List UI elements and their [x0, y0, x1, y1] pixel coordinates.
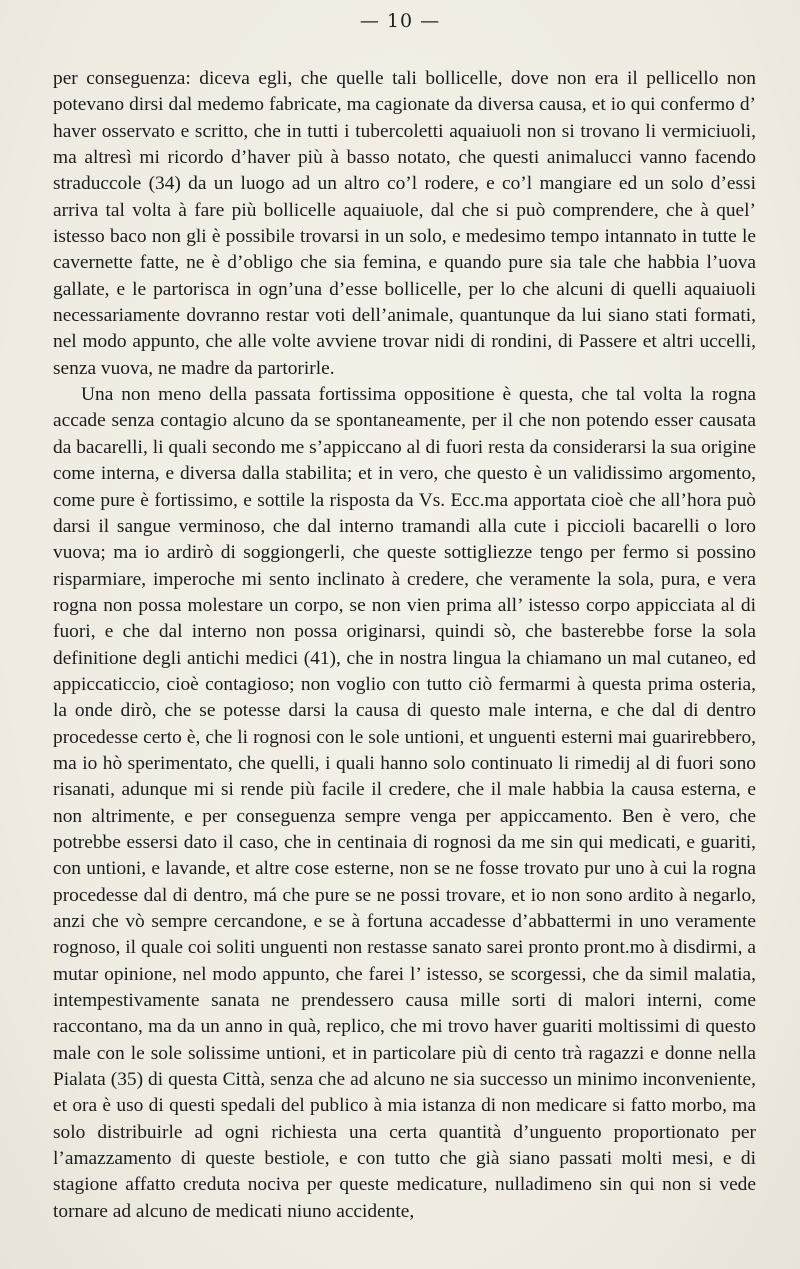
paragraph-1: per conseguenza: diceva egli, che quelle tali bollicelle, dove non era il pellicello non potevano dirsi dal medemo fabricate, ma cagionate da diversa causa, et io qui confermo d’ haver osservato e scritto, che in tutti i tubercoletti aquaiuoli non si trovano li vermiciuoli, ma altresì mi ricordo d’haver più à basso notato, che questi animalucci vanno facendo straduccole (34) da un luogo ad un altro co’l rodere, e co’l mangiare ed un solo d’essi arriva tal volta à fare più bollicelle aquaiuole, dal che si può comprendere, che à quel’ istesso baco non gli è possibile trovarsi in un solo, e medesimo tempo intannato in tutte le cavernette fatte, ne è d’obligo che sia femina, e quando pure sia tale che habbia l’uova gallate, e le partorisca in ogn’una d’esse bollicelle, per lo che alcuni di quelli aquaiuoli necessariamente dovranno restar voti dell’animale, quantunque da lui siano stati formati, nel modo appunto, che alle volte avviene trovar nidi di rondini, di Passere et altri uccelli, senza vuova, ne madre da partorirle. — [53, 68, 756, 379]
page-number-header: — 10 — — [359, 10, 441, 32]
body-text — [53, 66, 756, 1225]
paragraph-2: Una non meno della passata fortissima oppositione è questa, che tal volta la rogna accade senza contagio alcuno da se spontaneamente, per il che non potendo esser causata da bacarelli, li quali secondo me s’appiccano al di fuori resta da considerarsi la sua origine come interna, e diversa dalla stabilita; et in vero, che questo è un validissimo argomento, come pure è fortissimo, e sottile la risposta da Vs. Ecc.ma apportata cioè che all’hora può darsi il sangue verminoso, che dal interno tramandi alla cute i piccioli bacarelli o loro vuova; ma io ardirò di soggiongerli, che queste sottigliezze tengo per fermo si possino risparmiare, imperoche mi sento inclinato à credere, che veramente la sola, pura, e vera rogna non possa molestare un corpo, se non vien prima all’ istesso corpo appicciata al di fuori, e che dal interno non possa originarsi, quindi sò, che basterebbe forse la sola definitione degli antichi medici (41), che in nostra lingua la chiamano un mal cutaneo, ed appiccaticcio, cioè contagioso; non voglio con tutto ciò fermarmi à questa prima osteria, la onde dirò, che se potesse darsi la causa di questo male interna, e che dal di dentro procedesse certo è, che li rognosi con le sole untioni, et unguenti esterni mai guarirebbero, ma io hò sperimentato, che quelli, i quali hanno solo continuato li rimedij al di fuori sono risanati, adunque mi si rende più facile il credere, che il male habbia la causa esterna, e non altrimente, e per conseguenza sempre venga per appiccamento. Ben è vero, che potrebbe essersi dato il caso, che in centinaia di rognosi da me sin qui medicati, e guariti, con untioni, e lavande, et altre cose esterne, non se ne fosse trovato pur uno à cui la rogna procedesse dal di dentro, má che pure se ne possi trovare, et io non sono ardito à negarlo, anzi che vò sempre cercandone, e se à fortuna accadesse d’abbattermi in uno veramente rognoso, il quale coi soliti unguenti non restasse sanato sarei pronto pront.mo à disdirmi, a mutar opinione, nel modo appunto, che farei l’ istesso, se scorgessi, che da simil malatia, intempestivamente sanata ne prendessero causa mille sorti di malori interni, come raccontano, ma da un anno in quà, replico, che mi trovo haver guariti moltissimi di questo male con le sole solissime untioni, et in particolare più di cento trà ragazzi e donne nella Pialata (35) di questa Città, senza che ad alcuno ne sia successo un minimo inconveniente, et ora è uso di questi spedali del publico à mia istanza di non medicare si fatto morbo, ma solo distribuirle ad ogni richiesta una certa quantità d’unguento proportionato per l’amazzamento di queste bestiole, e con tutto che già siano passati molti mesi, e di stagione affatto creduta nociva per queste medicature, nulladimeno sin qui non si vede tornare ad alcuno de medicati niuno accidente, — [53, 384, 756, 1222]
